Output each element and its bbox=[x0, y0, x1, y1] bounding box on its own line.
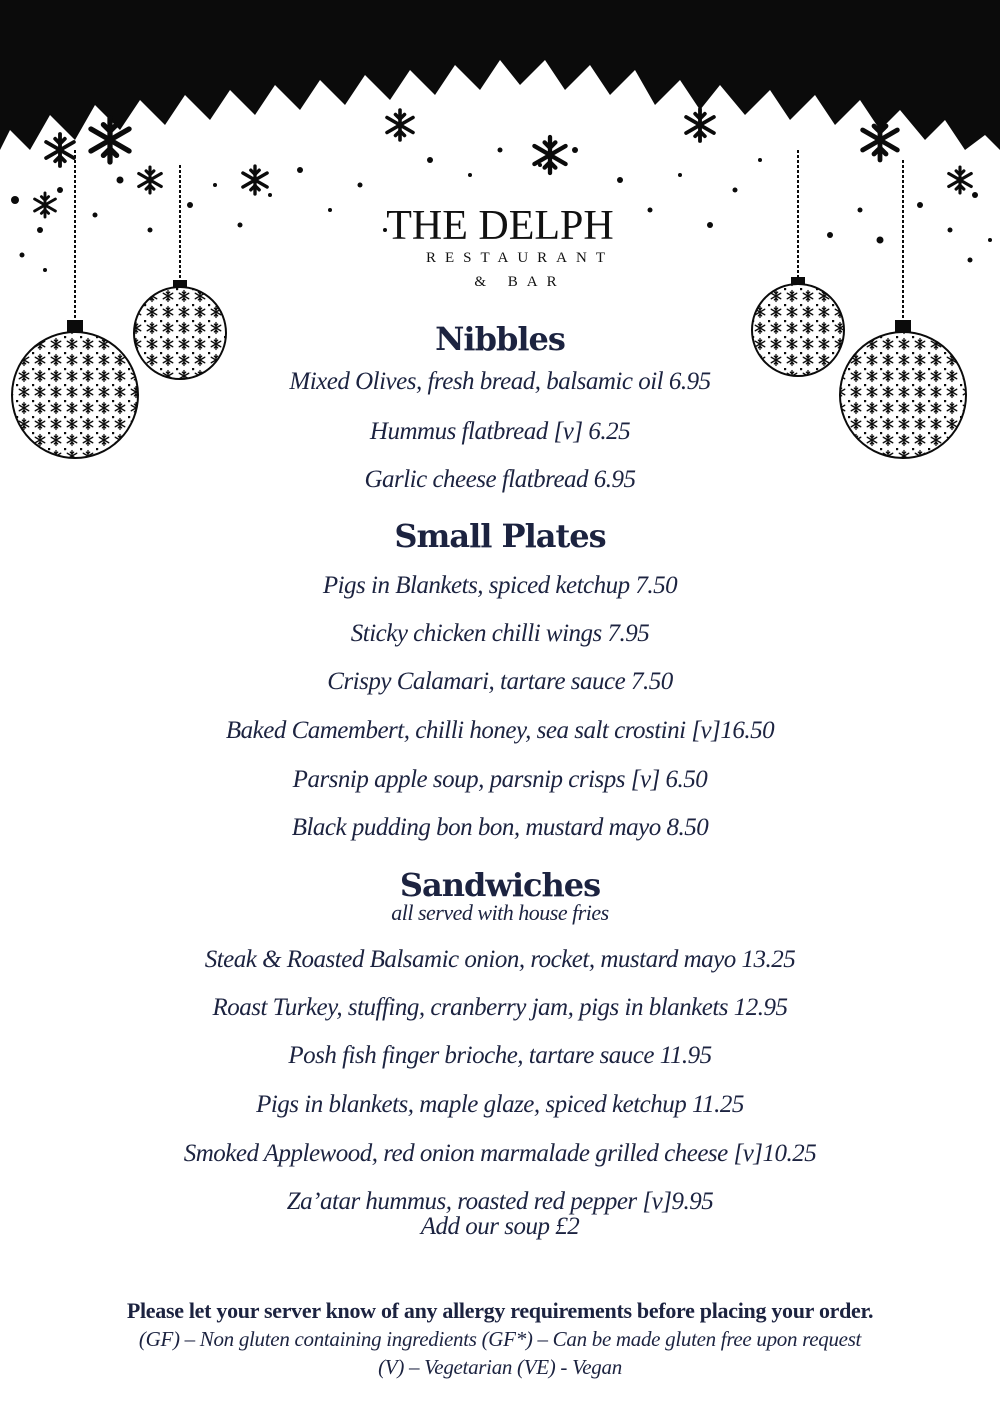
logo-subtitle-restaurant: RESTAURANT bbox=[426, 250, 614, 266]
snow-band bbox=[0, 0, 1000, 150]
vegetarian-key: (V) – Vegetarian (VE) - Vegan bbox=[378, 1355, 622, 1379]
menu-item: Crispy Calamari, tartare sauce 7.50 bbox=[327, 668, 673, 695]
logo-name: THE DELPH bbox=[386, 203, 614, 249]
menu-item: Garlic cheese flatbread 6.95 bbox=[364, 466, 636, 493]
menu-addon: Add our soup £2 bbox=[420, 1213, 580, 1240]
menu-item: Black pudding bon bon, mustard mayo 8.50 bbox=[291, 814, 709, 841]
section-heading-sandwiches: Sandwiches bbox=[399, 866, 601, 904]
menu-item: Roast Turkey, stuffing, cranberry jam, pigs in blankets 12.95 bbox=[212, 994, 788, 1021]
logo-subtitle-bar: & BAR bbox=[474, 274, 566, 290]
menu-item: Pigs in Blankets, spiced ketchup 7.50 bbox=[322, 572, 678, 599]
menu-item: Pigs in blankets, maple glaze, spiced ketchup 11.25 bbox=[256, 1091, 744, 1118]
menu-item: Baked Camembert, chilli honey, sea salt crostini [v]16.50 bbox=[225, 717, 775, 744]
menu-item: Hummus flatbread [v] 6.25 bbox=[369, 418, 631, 445]
menu-item: Posh fish finger brioche, tartare sauce 11.95 bbox=[288, 1042, 712, 1069]
bauble-left-large bbox=[12, 150, 138, 458]
menu-item: Steak & Roasted Balsamic onion, rocket, mustard mayo 13.25 bbox=[204, 946, 796, 973]
menu-item: Sticky chicken chilli wings 7.95 bbox=[350, 620, 650, 647]
menu-item: Za’atar hummus, roasted red pepper [v]9.95 bbox=[286, 1188, 714, 1215]
allergy-notice: Please let your server know of any allergy requirements before placing your order. bbox=[126, 1298, 874, 1323]
menu-item: Smoked Applewood, red onion marmalade grilled cheese [v]10.25 bbox=[183, 1140, 817, 1167]
section-heading-nibbles: Nibbles bbox=[435, 320, 565, 358]
gluten-free-key: (GF) – Non gluten containing ingredients (GF*) – Can be made gluten free upon request bbox=[138, 1327, 862, 1351]
menu-item: Mixed Olives, fresh bread, balsamic oil 6.95 bbox=[289, 368, 711, 395]
menu-item: Parsnip apple soup, parsnip crisps [v] 6.50 bbox=[292, 766, 708, 793]
section-subtitle: all served with house fries bbox=[391, 900, 609, 925]
section-heading-small-plates: Small Plates bbox=[394, 517, 606, 555]
